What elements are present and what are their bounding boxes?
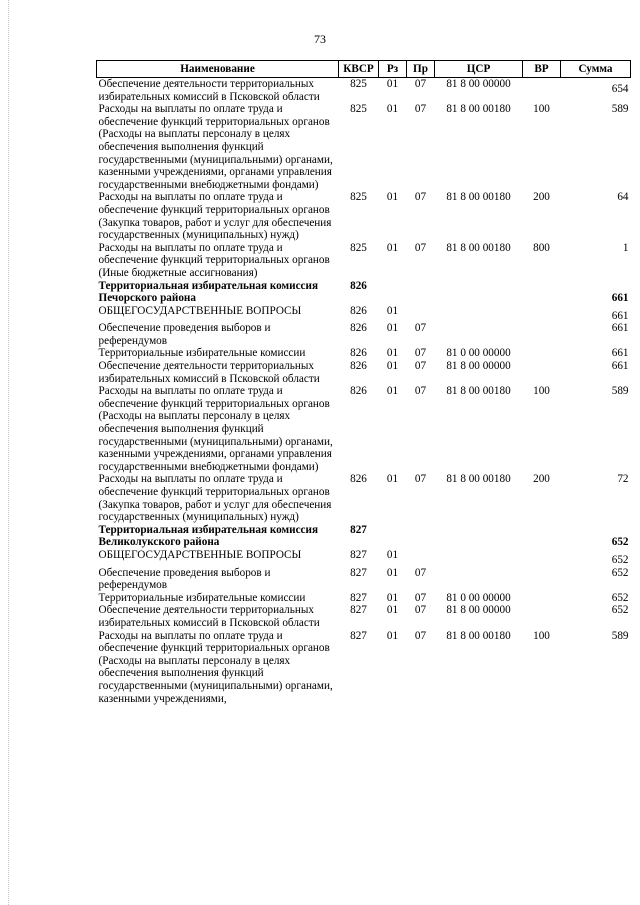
cell-rz: 01 xyxy=(386,191,399,204)
cell-sum: 72 xyxy=(617,473,629,486)
cell-kvsr: 826 xyxy=(350,385,367,398)
table-row xyxy=(97,78,631,104)
cell-pr xyxy=(407,549,435,567)
cell-csr xyxy=(435,567,523,592)
cell-csr xyxy=(435,524,523,549)
cell-kvsr: 825 xyxy=(350,78,367,90)
cell-pr xyxy=(407,280,435,305)
cell-sum: 654 xyxy=(611,83,629,95)
cell-vr xyxy=(523,524,561,549)
cell-csr: 81 8 00 00180 xyxy=(446,473,511,486)
cell-rz: 01 xyxy=(386,548,399,561)
cell-name: Расходы на выплаты по оплате труда и обеспечение функций территориальных органов (Расходы на выплаты персоналу в целях обеспечения выполнения функций государственными (муниципальными) органами, казенными учреждениями, органами управления государственными внебюджетными фондами) xyxy=(98,103,333,191)
page-number: 73 xyxy=(314,32,326,46)
cell-sum: 661 xyxy=(611,360,629,373)
cell-kvsr: 826 xyxy=(350,347,367,360)
cell-csr: 81 8 00 00180 xyxy=(446,103,511,116)
cell-name: Расходы на выплаты по оплате труда и обеспечение функций территориальных органов (Иные бюджетные ассигнования) xyxy=(98,241,330,279)
cell-name: Обеспечение деятельности территориальных избирательных комиссий в Псковской области xyxy=(98,604,320,629)
cell-rz: 01 xyxy=(386,347,399,360)
table-row-section xyxy=(97,280,631,305)
cell-rz xyxy=(379,280,407,305)
cell-rz: 01 xyxy=(386,591,399,604)
cell-name: Расходы на выплаты по оплате труда и обеспечение функций территориальных органов (Закупка товаров, работ и услуг для обеспечения государственных (муниципальных) нужд) xyxy=(98,191,332,242)
cell-vr xyxy=(523,592,561,605)
cell-kvsr: 827 xyxy=(350,629,367,642)
column-header-csr: ЦСР xyxy=(435,61,523,78)
column-header-pr: Пр xyxy=(407,61,435,78)
cell-name: Расходы на выплаты по оплате труда и обеспечение функций территориальных органов (Закупка товаров, работ и услуг для обеспечения государственных (муниципальных) нужд) xyxy=(98,473,332,524)
cell-rz: 01 xyxy=(386,604,399,617)
cell-kvsr: 827 xyxy=(350,566,367,579)
table-row xyxy=(97,473,631,523)
cell-vr: 200 xyxy=(533,473,550,486)
cell-csr: 81 8 00 00000 xyxy=(446,360,511,373)
cell-sum: 661 xyxy=(611,347,629,360)
cell-name: ОБЩЕГОСУДАРСТВЕННЫЕ ВОПРОСЫ xyxy=(98,304,302,317)
table-row xyxy=(97,360,631,385)
cell-rz: 01 xyxy=(386,304,399,317)
cell-vr: 100 xyxy=(533,385,550,398)
cell-pr: 07 xyxy=(414,322,427,335)
cell-rz: 01 xyxy=(386,241,399,254)
cell-sum: 652 xyxy=(611,604,629,617)
cell-pr: 07 xyxy=(414,103,427,116)
cell-name: ОБЩЕГОСУДАРСТВЕННЫЕ ВОПРОСЫ xyxy=(98,548,302,561)
cell-vr xyxy=(523,604,561,629)
cell-sum: 589 xyxy=(611,629,629,642)
cell-rz: 01 xyxy=(386,473,399,486)
cell-rz: 01 xyxy=(386,360,399,373)
cell-rz: 01 xyxy=(386,566,399,579)
cell-sum: 1 xyxy=(622,241,629,254)
cell-sum: 652 xyxy=(611,553,629,566)
cell-csr: 81 8 00 00180 xyxy=(446,241,511,254)
cell-vr: 100 xyxy=(533,629,550,642)
cell-kvsr: 827 xyxy=(350,604,367,617)
cell-sum: 64 xyxy=(617,191,629,204)
cell-pr: 07 xyxy=(414,347,427,360)
cell-name: Расходы на выплаты по оплате труда и обеспечение функций территориальных органов (Расходы на выплаты персоналу в целях обеспечения выполнения функций государственными (муниципальными) органами, казенными учреждениями, органами управления государственными внебюджетными фондами) xyxy=(98,385,333,473)
table-body xyxy=(97,78,631,706)
cell-name: Обеспечение деятельности территориальных избирательных комиссий в Псковской области xyxy=(98,360,320,385)
table-header xyxy=(97,61,631,78)
column-header-name: Наименование xyxy=(97,61,339,78)
cell-name: Обеспечение деятельности территориальных избирательных комиссий в Псковской области xyxy=(98,78,320,103)
cell-sum: 661 xyxy=(611,309,629,322)
column-header-kvsr: КВСР xyxy=(339,61,379,78)
cell-vr: 800 xyxy=(533,241,550,254)
scan-edge-line xyxy=(8,0,9,905)
table-row xyxy=(97,191,631,241)
cell-rz: 01 xyxy=(386,322,399,335)
budget-table xyxy=(96,60,631,705)
header-row xyxy=(97,61,631,78)
cell-kvsr: 827 xyxy=(350,591,367,604)
cell-kvsr: 825 xyxy=(350,103,367,116)
cell-pr: 07 xyxy=(414,385,427,398)
cell-sum: 652 xyxy=(611,566,629,579)
cell-kvsr: 826 xyxy=(350,360,367,373)
cell-pr: 07 xyxy=(414,360,427,373)
table-row xyxy=(97,103,631,191)
cell-pr: 07 xyxy=(414,473,427,486)
cell-name: Территориальная избирательная комиссия Великолукского района xyxy=(98,523,318,549)
cell-pr: 07 xyxy=(414,629,427,642)
cell-csr: 81 0 00 00000 xyxy=(446,347,511,360)
cell-sum: 589 xyxy=(611,103,629,116)
cell-sum: 589 xyxy=(611,385,629,398)
cell-csr: 81 8 00 00180 xyxy=(446,191,511,204)
table-row xyxy=(97,305,631,323)
cell-rz: 01 xyxy=(386,385,399,398)
cell-kvsr: 827 xyxy=(350,523,367,536)
cell-sum: 652 xyxy=(611,591,629,604)
cell-csr: 81 8 00 00000 xyxy=(446,604,511,617)
cell-rz: 01 xyxy=(386,78,399,90)
cell-rz xyxy=(379,524,407,549)
cell-kvsr: 827 xyxy=(350,548,367,561)
cell-csr: 81 8 00 00000 xyxy=(446,78,511,90)
cell-sum: 661 xyxy=(611,292,629,305)
cell-vr xyxy=(523,360,561,385)
table-row xyxy=(97,347,631,360)
cell-pr: 07 xyxy=(414,566,427,579)
cell-csr xyxy=(435,322,523,347)
cell-vr xyxy=(523,347,561,360)
cell-rz: 01 xyxy=(386,629,399,642)
cell-pr: 07 xyxy=(414,78,427,90)
column-header-rz: Рз xyxy=(379,61,407,78)
cell-csr: 81 8 00 00180 xyxy=(446,385,511,398)
cell-name: Расходы на выплаты по оплате труда и обеспечение функций территориальных органов (Расходы на выплаты персоналу в целях обеспечения выполнения функций государственными (муниципальными) органами, казенными учреждениями, xyxy=(98,629,333,705)
cell-pr: 07 xyxy=(414,604,427,617)
cell-vr xyxy=(523,305,561,323)
cell-csr: 81 8 00 00180 xyxy=(446,629,511,642)
table-row xyxy=(97,549,631,567)
cell-csr xyxy=(435,280,523,305)
cell-pr: 07 xyxy=(414,241,427,254)
cell-csr xyxy=(435,549,523,567)
cell-kvsr: 826 xyxy=(350,322,367,335)
cell-name: Обеспечение проведения выборов и референдумов xyxy=(98,322,271,347)
cell-pr xyxy=(407,305,435,323)
cell-kvsr: 826 xyxy=(350,473,367,486)
table-row xyxy=(97,322,631,347)
table-row xyxy=(97,242,631,280)
cell-vr xyxy=(523,78,561,104)
cell-csr: 81 0 00 00000 xyxy=(446,591,511,604)
cell-pr xyxy=(407,524,435,549)
cell-vr xyxy=(523,567,561,592)
table-row xyxy=(97,385,631,473)
column-header-vr: ВР xyxy=(523,61,561,78)
table-row xyxy=(97,604,631,629)
cell-csr xyxy=(435,305,523,323)
cell-kvsr: 826 xyxy=(350,279,367,292)
table-row xyxy=(97,567,631,592)
cell-vr: 100 xyxy=(533,103,550,116)
budget-table-container xyxy=(96,60,630,705)
cell-sum: 652 xyxy=(611,536,629,549)
table-row-section xyxy=(97,524,631,549)
cell-vr: 200 xyxy=(533,191,550,204)
column-header-sum: Сумма xyxy=(561,61,631,78)
cell-kvsr: 825 xyxy=(350,241,367,254)
table-row xyxy=(97,592,631,605)
cell-name: Территориальная избирательная комиссия Печорского района xyxy=(98,279,318,305)
cell-kvsr: 825 xyxy=(350,191,367,204)
cell-pr: 07 xyxy=(414,591,427,604)
cell-name: Обеспечение проведения выборов и референдумов xyxy=(98,566,271,592)
cell-kvsr: 826 xyxy=(350,304,367,317)
cell-vr xyxy=(523,322,561,347)
cell-rz: 01 xyxy=(386,103,399,116)
table-row xyxy=(97,630,631,706)
cell-name: Территориальные избирательные комиссии xyxy=(98,591,306,604)
cell-vr xyxy=(523,549,561,567)
cell-vr xyxy=(523,280,561,305)
cell-pr: 07 xyxy=(414,191,427,204)
cell-name: Территориальные избирательные комиссии xyxy=(98,347,306,360)
cell-sum: 661 xyxy=(611,322,629,335)
